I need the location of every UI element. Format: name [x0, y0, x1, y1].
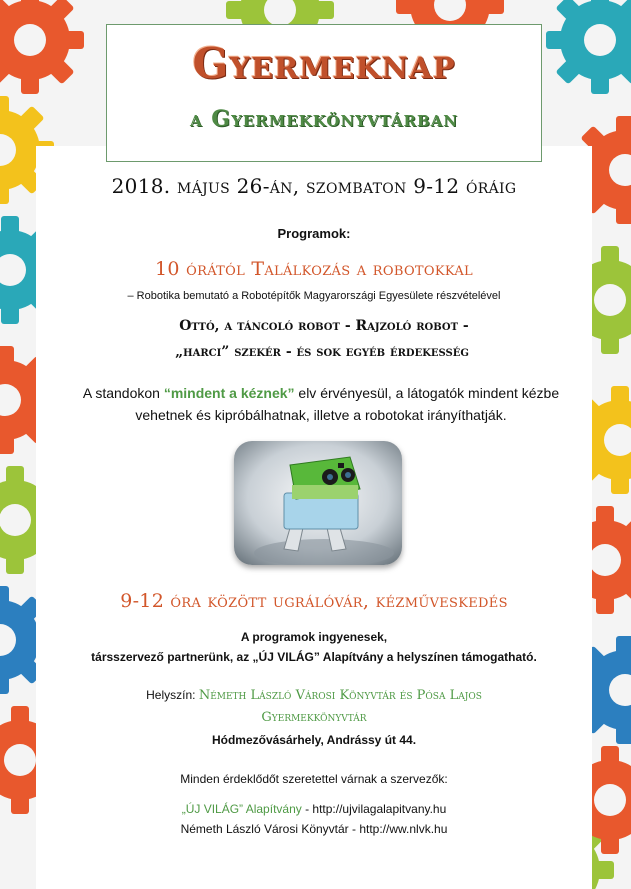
venue-name-2: Gyermekkönyvtár: [261, 710, 367, 725]
organizer-1: [36, 802, 592, 816]
programs-label: Programok:: [277, 226, 351, 241]
para-after: elv érvényesül, a látogatók mindent kézbe vehetnek és kipróbálhatnak, illetve a robotokat irányíthatják.: [135, 385, 560, 423]
program1-title: 10 órától Találkozás a robotokkal: [155, 258, 473, 280]
organizer-1-url[interactable]: - http://ujvilagalapitvany.hu: [301, 802, 447, 816]
program2-title: 9-12 óra között ugrálóvár, kézműveskedés: [120, 590, 508, 612]
free-line-1: A programok ingyenesek,: [240, 630, 388, 644]
robots-line-1: Ottó, a táncoló robot - Rajzoló robot -: [179, 318, 469, 334]
event-date: 2018. május 26-án, szombaton 9-12 óráig: [111, 174, 517, 198]
title-box: [106, 24, 542, 162]
robots-line-2: „harci” szekér - és sok egyéb érdekesség: [175, 344, 469, 360]
venue-label: Helyszín:: [146, 688, 199, 702]
para-highlight: “mindent a kéznek”: [163, 385, 295, 401]
organizer-2[interactable]: Németh László Városi Könyvtár - http://ww.nlvk.hu: [180, 822, 448, 836]
organizer-1-name: „ÚJ VILÁG” Alapítvány: [181, 802, 302, 816]
description-paragraph: [76, 382, 566, 426]
page-title: Gyermeknap: [192, 39, 456, 88]
venue-address: Hódmezővásárhely, Andrássy út 44.: [211, 733, 417, 747]
venue-name-1: Németh László Városi Könyvtár és Pósa Lajos: [198, 688, 482, 703]
venue-line-1: [36, 688, 592, 703]
para-before: A standokon: [82, 385, 164, 401]
robot-photo: [234, 441, 402, 565]
organizers-invite: Minden érdeklődőt szeretettel várnak a szervezők:: [180, 772, 448, 786]
page-subtitle: a Gyermekkönyvtárban: [190, 106, 458, 132]
program1-subtitle: – Robotika bemutató a Robotépítők Magyarországi Egyesülete részvételével: [127, 290, 501, 302]
free-line-2: társszervező partnerünk, az „ÚJ VILÁG” Alapítvány a helyszínen támogatható.: [91, 650, 537, 664]
